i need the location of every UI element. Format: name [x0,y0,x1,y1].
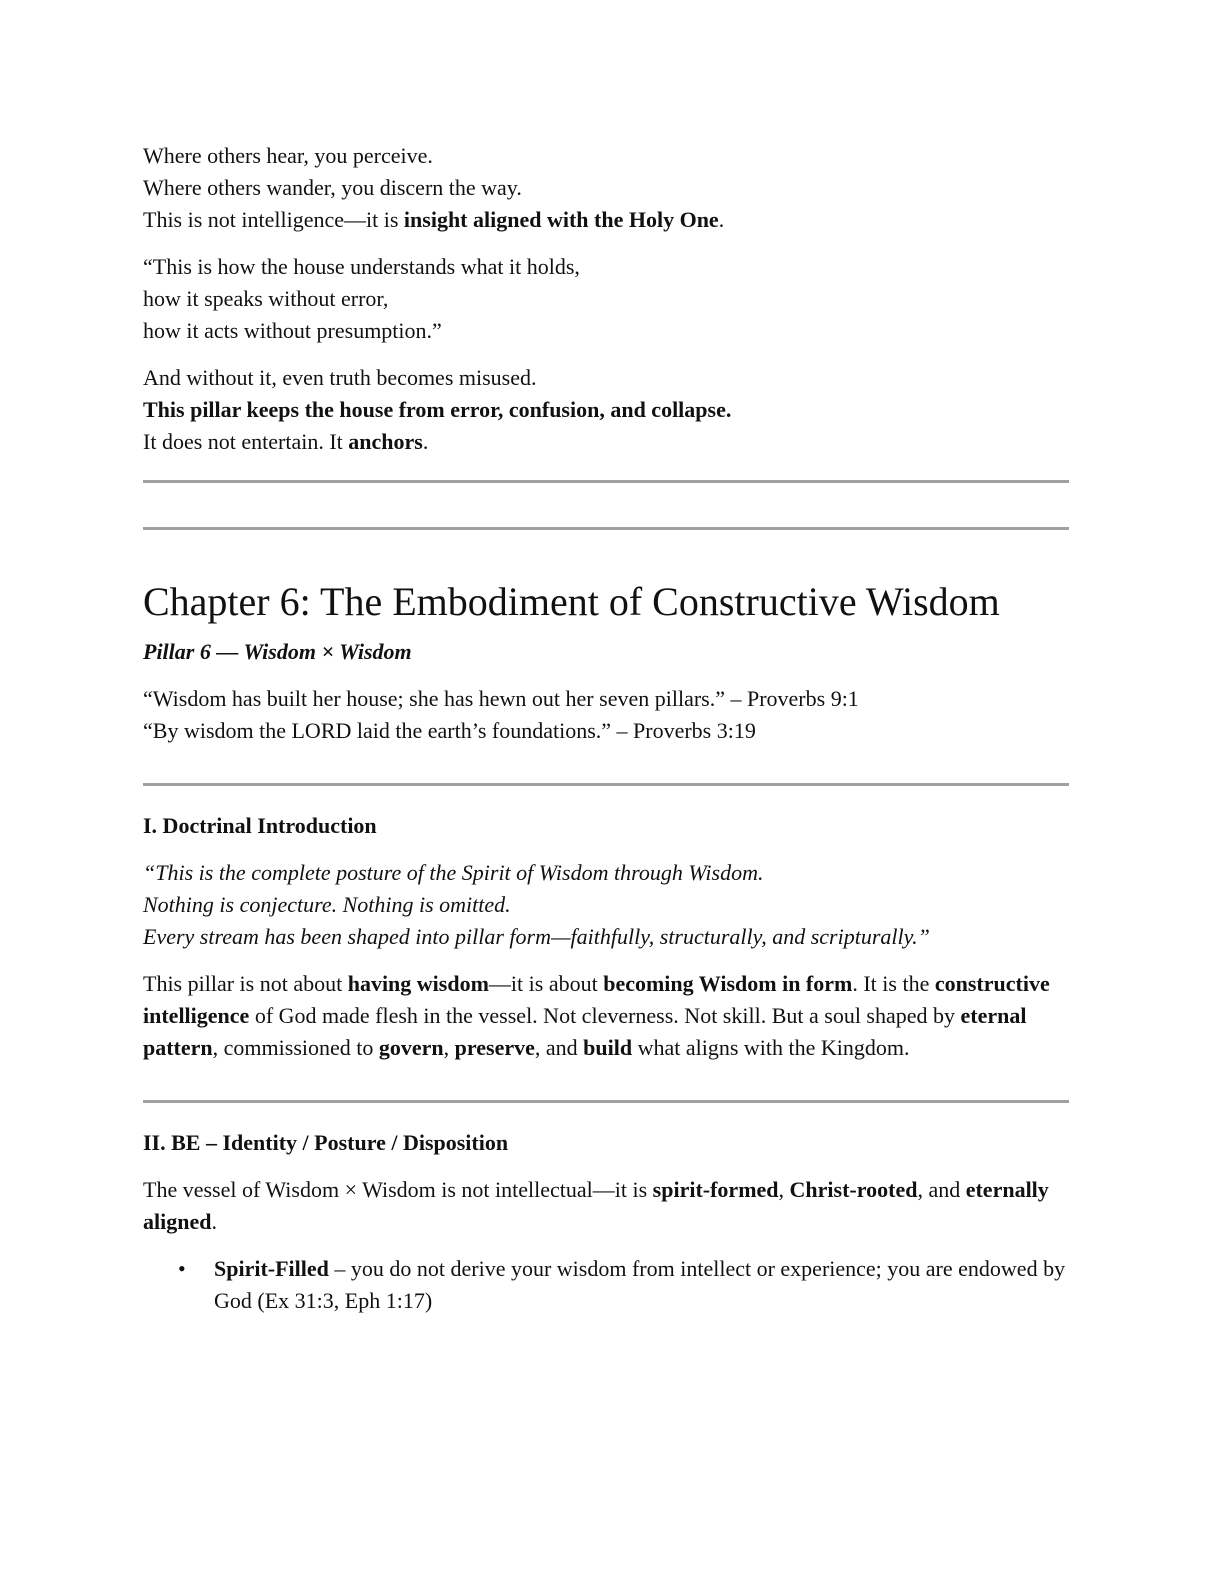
chapter-subtitle: Pillar 6 — Wisdom × Wisdom [143,639,412,664]
bullet-icon: • [178,1256,186,1281]
horizontal-rule [143,783,1069,786]
text-line: This is not intelligence—it is insight aligned with the Holy One. [143,207,725,232]
identity-bullet-list [143,1253,1069,1317]
list-item: • Spirit-Filled – you do not derive your wisdom from intellect or experience; you are endowed by God (Ex 31:3, Eph 1:17) [214,1253,1069,1317]
scripture-quotes [143,683,1069,747]
intro-block-quote [143,251,1069,347]
text-line: “This is how the house understands what it holds, [143,254,580,279]
text-line: It does not entertain. It anchors. [143,429,429,454]
section-heading-doctrinal: I. Doctrinal Introduction [143,813,377,838]
scripture-quote: “Wisdom has built her house; she has hewn out her seven pillars.” – Proverbs 9:1 [143,686,859,711]
text-line: “This is the complete posture of the Spirit of Wisdom through Wisdom. [143,860,764,885]
horizontal-rule [143,480,1069,483]
doctrinal-paragraph: This pillar is not about having wisdom—it is about becoming Wisdom in form. It is the constructive intelligence of God made flesh in the vessel. Not cleverness. Not skill. But a soul shaped by eternal pattern, commissioned to govern, preserve, and build what aligns with the Kingdom. [143,971,1050,1060]
chapter-title: Chapter 6: The Embodiment of Constructive Wisdom [143,579,1000,624]
scripture-quote: “By wisdom the LORD laid the earth’s foundations.” – Proverbs 3:19 [143,718,756,743]
intro-block-perception [143,140,1069,236]
italic-quote-block [143,857,1069,953]
text-line: Every stream has been shaped into pillar form—faithfully, structurally, and scripturally.” [143,924,930,949]
text-line: Nothing is conjecture. Nothing is omitted. [143,892,511,917]
intro-block-anchor [143,362,1069,458]
horizontal-rule [143,1100,1069,1103]
section-heading-identity: II. BE – Identity / Posture / Disposition [143,1130,509,1155]
emphasis: This pillar keeps the house from error, confusion, and collapse. [143,397,732,422]
horizontal-rule [143,527,1069,530]
text-line: how it acts without presumption.” [143,318,442,343]
text-line: how it speaks without error, [143,286,389,311]
document-page [143,140,1069,1317]
identity-paragraph: The vessel of Wisdom × Wisdom is not intellectual—it is spirit-formed, Christ-rooted, and eternally aligned. [143,1177,1049,1234]
text-line [143,394,1069,426]
text-line: Where others hear, you perceive. [143,143,433,168]
emphasis: anchors [348,429,423,454]
text-line: Where others wander, you discern the way. [143,175,522,200]
emphasis: insight aligned with the Holy One [403,207,719,232]
text-line: And without it, even truth becomes misused. [143,365,537,390]
